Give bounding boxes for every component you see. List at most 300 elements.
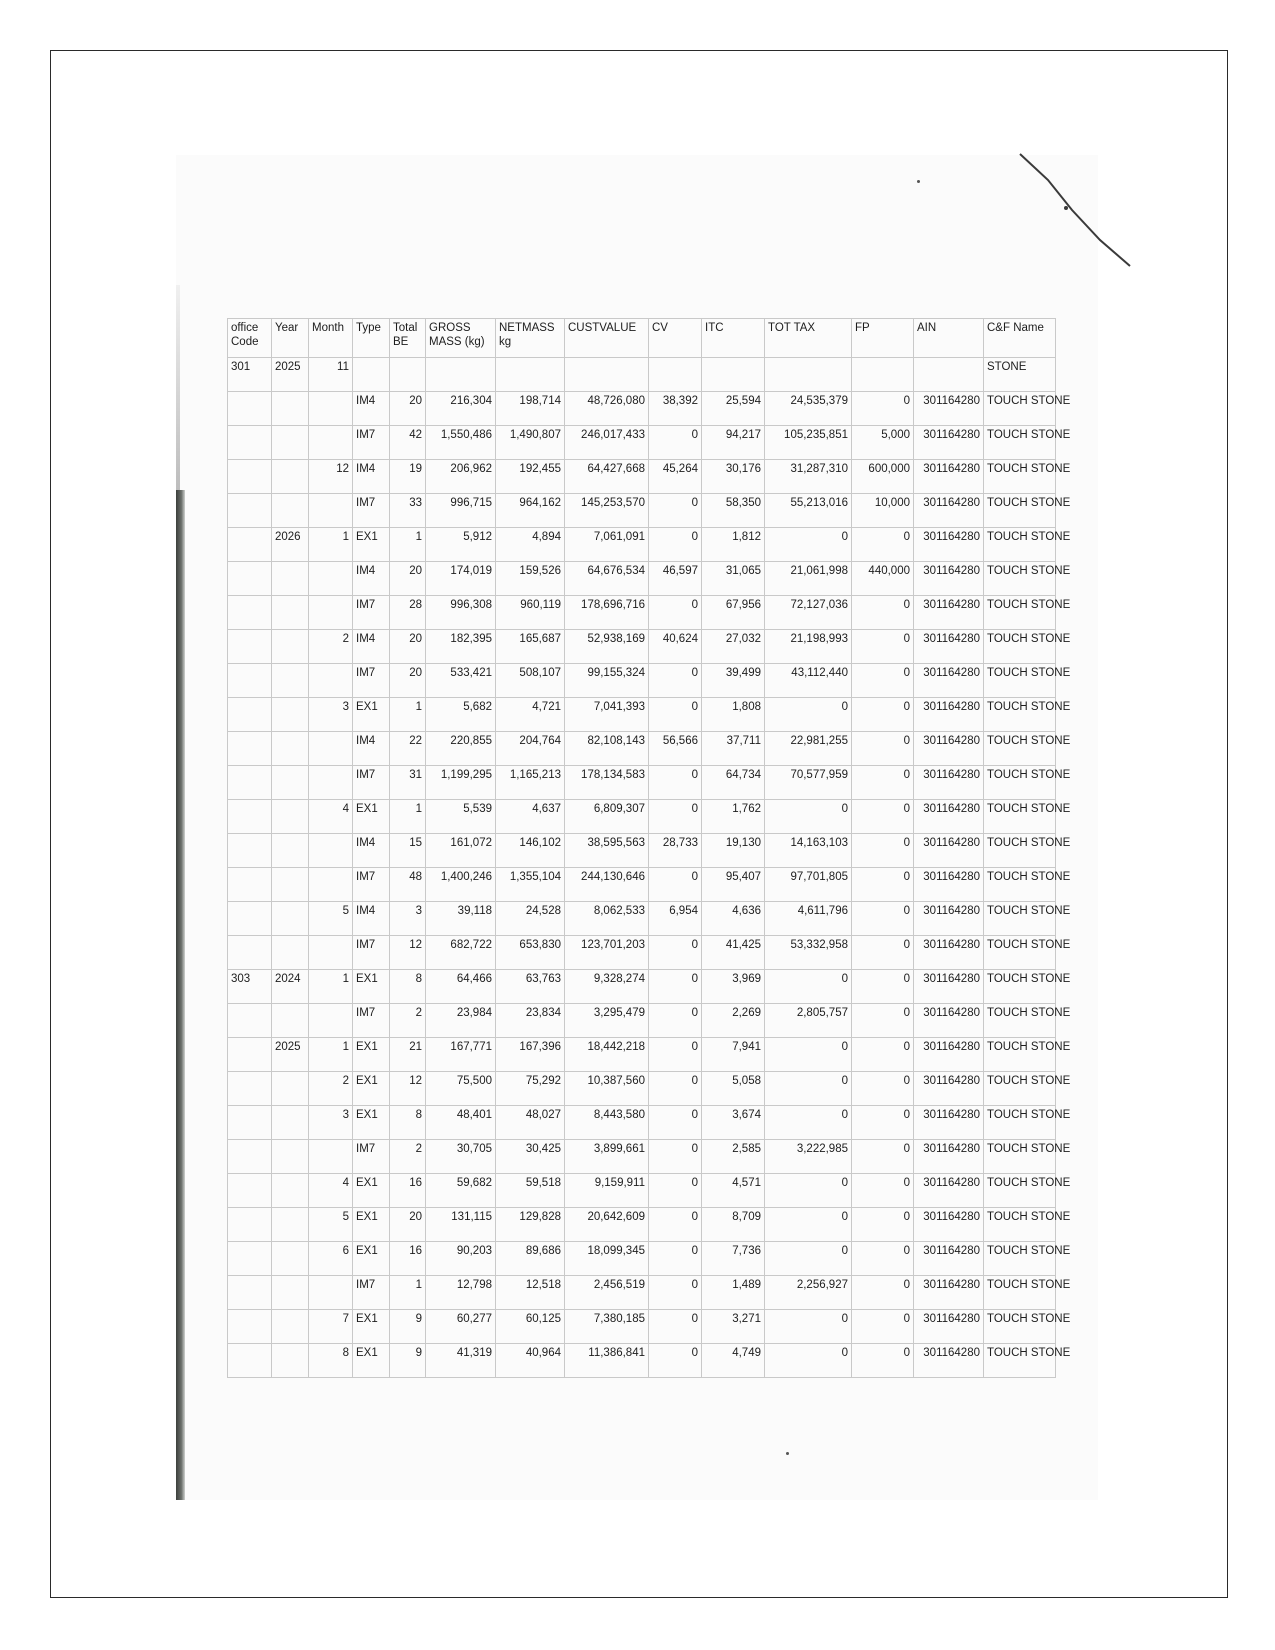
gross-mass-cell: 131,115 [426, 1208, 496, 1242]
office-code-cell [228, 1208, 272, 1242]
type-cell: EX1 [353, 970, 390, 1004]
itc-cell: 25,594 [702, 392, 765, 426]
total-be-cell: 22 [390, 732, 426, 766]
office-code-cell [228, 562, 272, 596]
month-cell [309, 834, 353, 868]
ain-cell: 301164280 [914, 936, 984, 970]
office-code-cell [228, 766, 272, 800]
month-cell: 4 [309, 1174, 353, 1208]
cv-cell: 0 [649, 1276, 702, 1310]
fp-cell: 0 [852, 1310, 914, 1344]
cv-cell: 0 [649, 664, 702, 698]
gross-mass-cell: 1,550,486 [426, 426, 496, 460]
custvalue-cell: 82,108,143 [565, 732, 649, 766]
type-cell: IM7 [353, 1276, 390, 1310]
cf-name-cell: TOUCH STONE [984, 800, 1056, 834]
total-be-cell: 20 [390, 562, 426, 596]
fp-cell: 0 [852, 392, 914, 426]
table-row [228, 392, 1056, 426]
fp-cell: 0 [852, 1242, 914, 1276]
itc-cell: 41,425 [702, 936, 765, 970]
gross-mass-cell: 996,715 [426, 494, 496, 528]
cf-name-cell: TOUCH STONE [984, 1174, 1056, 1208]
office-code-cell [228, 392, 272, 426]
month-cell: 2 [309, 630, 353, 664]
gross-mass-cell: 216,304 [426, 392, 496, 426]
tot-tax-cell: 0 [765, 970, 852, 1004]
cf-name-cell: TOUCH STONE [984, 1106, 1056, 1140]
gross-mass-cell: 30,705 [426, 1140, 496, 1174]
type-cell: IM7 [353, 936, 390, 970]
ain-cell: 301164280 [914, 1106, 984, 1140]
year-cell: 2026 [272, 528, 309, 562]
col-header: ITC [702, 319, 765, 358]
cv-cell: 28,733 [649, 834, 702, 868]
cv-cell: 0 [649, 426, 702, 460]
cf-name-cell: TOUCH STONE [984, 936, 1056, 970]
fp-cell: 0 [852, 732, 914, 766]
cf-name-cell: TOUCH STONE [984, 1344, 1056, 1378]
total-be-cell: 20 [390, 392, 426, 426]
scan-shadow-edge [176, 490, 185, 1500]
netmass-cell: 204,764 [496, 732, 565, 766]
ain-cell: 301164280 [914, 1004, 984, 1038]
custvalue-cell: 18,442,218 [565, 1038, 649, 1072]
custvalue-cell: 178,134,583 [565, 766, 649, 800]
fp-cell: 0 [852, 1106, 914, 1140]
tot-tax-cell: 0 [765, 1106, 852, 1140]
fp-cell: 0 [852, 698, 914, 732]
table-row [228, 426, 1056, 460]
custvalue-cell: 20,642,609 [565, 1208, 649, 1242]
year-cell [272, 562, 309, 596]
fp-cell: 0 [852, 630, 914, 664]
cv-cell: 0 [649, 1072, 702, 1106]
fp-cell: 0 [852, 664, 914, 698]
gross-mass-cell: 48,401 [426, 1106, 496, 1140]
cv-cell: 0 [649, 528, 702, 562]
scan-speck [786, 1452, 789, 1455]
fp-cell: 0 [852, 800, 914, 834]
cf-name-cell: TOUCH STONE [984, 698, 1056, 732]
month-cell: 8 [309, 1344, 353, 1378]
netmass-cell: 24,528 [496, 902, 565, 936]
cf-name-cell: TOUCH STONE [984, 1242, 1056, 1276]
netmass-cell: 192,455 [496, 460, 565, 494]
cf-name-cell: TOUCH STONE [984, 902, 1056, 936]
cf-name-cell: TOUCH STONE [984, 664, 1056, 698]
cv-cell: 0 [649, 868, 702, 902]
tot-tax-cell: 0 [765, 800, 852, 834]
tot-tax-cell: 105,235,851 [765, 426, 852, 460]
cv-cell: 0 [649, 766, 702, 800]
netmass-cell: 75,292 [496, 1072, 565, 1106]
ain-cell: 301164280 [914, 1242, 984, 1276]
cf-name-cell: TOUCH STONE [984, 1276, 1056, 1310]
gross-mass-cell: 1,400,246 [426, 868, 496, 902]
year-cell [272, 596, 309, 630]
month-cell: 11 [309, 358, 353, 392]
empty-cell [852, 358, 914, 392]
fp-cell: 600,000 [852, 460, 914, 494]
empty-cell [649, 358, 702, 392]
type-cell: IM4 [353, 630, 390, 664]
custvalue-cell: 64,427,668 [565, 460, 649, 494]
office-code-cell [228, 1106, 272, 1140]
month-cell [309, 1140, 353, 1174]
month-cell: 3 [309, 698, 353, 732]
tot-tax-cell: 2,805,757 [765, 1004, 852, 1038]
total-be-cell: 33 [390, 494, 426, 528]
total-be-cell: 42 [390, 426, 426, 460]
ain-cell: 301164280 [914, 1310, 984, 1344]
type-cell: IM7 [353, 868, 390, 902]
netmass-cell: 508,107 [496, 664, 565, 698]
type-cell: EX1 [353, 698, 390, 732]
fp-cell: 0 [852, 1072, 914, 1106]
ain-cell: 301164280 [914, 800, 984, 834]
itc-cell: 31,065 [702, 562, 765, 596]
year-cell [272, 630, 309, 664]
netmass-cell: 60,125 [496, 1310, 565, 1344]
col-header: office Code [228, 319, 272, 358]
total-be-cell: 9 [390, 1310, 426, 1344]
gross-mass-cell: 41,319 [426, 1344, 496, 1378]
month-cell: 4 [309, 800, 353, 834]
itc-cell: 7,941 [702, 1038, 765, 1072]
ain-cell: 301164280 [914, 902, 984, 936]
custvalue-cell: 8,062,533 [565, 902, 649, 936]
total-be-cell: 16 [390, 1174, 426, 1208]
custvalue-cell: 9,159,911 [565, 1174, 649, 1208]
year-cell [272, 460, 309, 494]
ain-cell: 301164280 [914, 528, 984, 562]
ain-cell: 301164280 [914, 494, 984, 528]
cv-cell: 6,954 [649, 902, 702, 936]
gross-mass-cell: 533,421 [426, 664, 496, 698]
col-header: TOT TAX [765, 319, 852, 358]
gross-mass-cell: 75,500 [426, 1072, 496, 1106]
year-cell [272, 936, 309, 970]
cv-cell: 0 [649, 1174, 702, 1208]
netmass-cell: 23,834 [496, 1004, 565, 1038]
custvalue-cell: 2,456,519 [565, 1276, 649, 1310]
scan-speck [917, 180, 920, 183]
ain-cell: 301164280 [914, 426, 984, 460]
ain-cell: 301164280 [914, 1038, 984, 1072]
month-cell [309, 732, 353, 766]
total-be-cell: 20 [390, 630, 426, 664]
ain-cell: 301164280 [914, 698, 984, 732]
office-code-cell [228, 732, 272, 766]
total-be-cell: 16 [390, 1242, 426, 1276]
total-be-cell: 1 [390, 800, 426, 834]
ain-cell: 301164280 [914, 630, 984, 664]
fp-cell: 0 [852, 834, 914, 868]
month-cell [309, 1276, 353, 1310]
cv-cell: 0 [649, 1242, 702, 1276]
fp-cell: 0 [852, 1140, 914, 1174]
year-cell [272, 834, 309, 868]
custvalue-cell: 8,443,580 [565, 1106, 649, 1140]
itc-cell: 19,130 [702, 834, 765, 868]
itc-cell: 30,176 [702, 460, 765, 494]
table-row [228, 1310, 1056, 1344]
tot-tax-cell: 43,112,440 [765, 664, 852, 698]
table-row [228, 1242, 1056, 1276]
year-cell [272, 1174, 309, 1208]
custvalue-cell: 6,809,307 [565, 800, 649, 834]
office-code-cell [228, 528, 272, 562]
total-be-cell: 1 [390, 698, 426, 732]
cf-name-cell: STONE [984, 358, 1056, 392]
table-row [228, 970, 1056, 1004]
total-be-cell: 48 [390, 868, 426, 902]
custvalue-cell: 3,899,661 [565, 1140, 649, 1174]
table-row [228, 698, 1056, 732]
gross-mass-cell: 5,912 [426, 528, 496, 562]
type-cell: IM4 [353, 834, 390, 868]
table-row [228, 1208, 1056, 1242]
col-header: NETMASS kg [496, 319, 565, 358]
cf-name-cell: TOUCH STONE [984, 1310, 1056, 1344]
fp-cell: 0 [852, 1038, 914, 1072]
gross-mass-cell: 12,798 [426, 1276, 496, 1310]
type-cell: IM4 [353, 562, 390, 596]
type-cell: EX1 [353, 1038, 390, 1072]
table-row [228, 494, 1056, 528]
total-be-cell: 28 [390, 596, 426, 630]
empty-cell [353, 358, 390, 392]
ain-cell: 301164280 [914, 1072, 984, 1106]
itc-cell: 1,762 [702, 800, 765, 834]
month-cell: 2 [309, 1072, 353, 1106]
gross-mass-cell: 5,539 [426, 800, 496, 834]
fp-cell: 0 [852, 1174, 914, 1208]
type-cell: IM7 [353, 766, 390, 800]
table-row [228, 1106, 1056, 1140]
tot-tax-cell: 55,213,016 [765, 494, 852, 528]
ain-cell: 301164280 [914, 460, 984, 494]
year-cell [272, 1208, 309, 1242]
netmass-cell: 167,396 [496, 1038, 565, 1072]
year-cell [272, 1072, 309, 1106]
custvalue-cell: 246,017,433 [565, 426, 649, 460]
type-cell: EX1 [353, 1072, 390, 1106]
office-code-cell [228, 1242, 272, 1276]
tot-tax-cell: 4,611,796 [765, 902, 852, 936]
office-code-cell [228, 630, 272, 664]
netmass-cell: 1,355,104 [496, 868, 565, 902]
year-cell [272, 1310, 309, 1344]
year-cell [272, 1004, 309, 1038]
month-cell: 5 [309, 1208, 353, 1242]
itc-cell: 1,812 [702, 528, 765, 562]
type-cell: IM7 [353, 1140, 390, 1174]
year-cell [272, 1276, 309, 1310]
netmass-cell: 63,763 [496, 970, 565, 1004]
tot-tax-cell: 0 [765, 1208, 852, 1242]
month-cell: 12 [309, 460, 353, 494]
table-row [228, 528, 1056, 562]
table-row [228, 1344, 1056, 1378]
custvalue-cell: 3,295,479 [565, 1004, 649, 1038]
year-cell: 2024 [272, 970, 309, 1004]
cv-cell: 0 [649, 1004, 702, 1038]
tot-tax-cell: 97,701,805 [765, 868, 852, 902]
ain-cell: 301164280 [914, 1208, 984, 1242]
itc-cell: 4,571 [702, 1174, 765, 1208]
itc-cell: 3,969 [702, 970, 765, 1004]
type-cell: IM7 [353, 596, 390, 630]
total-be-cell: 20 [390, 664, 426, 698]
office-code-cell [228, 596, 272, 630]
fp-cell: 0 [852, 936, 914, 970]
gross-mass-cell: 682,722 [426, 936, 496, 970]
year-cell [272, 902, 309, 936]
year-cell [272, 868, 309, 902]
month-cell: 1 [309, 1038, 353, 1072]
gross-mass-cell: 60,277 [426, 1310, 496, 1344]
office-code-cell [228, 834, 272, 868]
total-be-cell: 21 [390, 1038, 426, 1072]
year-cell [272, 1140, 309, 1174]
empty-cell [702, 358, 765, 392]
cf-name-cell: TOUCH STONE [984, 494, 1056, 528]
gross-mass-cell: 64,466 [426, 970, 496, 1004]
year-cell: 2025 [272, 1038, 309, 1072]
table-row [228, 732, 1056, 766]
empty-cell [914, 358, 984, 392]
total-be-cell: 19 [390, 460, 426, 494]
total-be-cell: 12 [390, 936, 426, 970]
year-cell [272, 392, 309, 426]
tot-tax-cell: 0 [765, 1242, 852, 1276]
fp-cell: 0 [852, 596, 914, 630]
cv-cell: 0 [649, 1106, 702, 1140]
month-cell [309, 936, 353, 970]
type-cell: EX1 [353, 800, 390, 834]
cv-cell: 0 [649, 800, 702, 834]
year-cell [272, 1344, 309, 1378]
table-row [228, 358, 1056, 392]
fp-cell: 0 [852, 902, 914, 936]
cf-name-cell: TOUCH STONE [984, 460, 1056, 494]
office-code-cell [228, 1072, 272, 1106]
cv-cell: 0 [649, 494, 702, 528]
empty-cell [390, 358, 426, 392]
table-row [228, 460, 1056, 494]
cv-cell: 0 [649, 1038, 702, 1072]
col-header: Total BE [390, 319, 426, 358]
ain-cell: 301164280 [914, 970, 984, 1004]
type-cell: IM4 [353, 902, 390, 936]
type-cell: IM7 [353, 494, 390, 528]
type-cell: IM7 [353, 1004, 390, 1038]
table-row [228, 1004, 1056, 1038]
custvalue-cell: 52,938,169 [565, 630, 649, 664]
netmass-cell: 59,518 [496, 1174, 565, 1208]
netmass-cell: 964,162 [496, 494, 565, 528]
customs-data-table [227, 318, 1071, 1378]
empty-cell [496, 358, 565, 392]
cf-name-cell: TOUCH STONE [984, 766, 1056, 800]
cv-cell: 56,566 [649, 732, 702, 766]
ain-cell: 301164280 [914, 766, 984, 800]
cf-name-cell: TOUCH STONE [984, 1140, 1056, 1174]
total-be-cell: 9 [390, 1344, 426, 1378]
custvalue-cell: 123,701,203 [565, 936, 649, 970]
cv-cell: 38,392 [649, 392, 702, 426]
table-row [228, 562, 1056, 596]
itc-cell: 64,734 [702, 766, 765, 800]
fp-cell: 0 [852, 1276, 914, 1310]
itc-cell: 1,808 [702, 698, 765, 732]
itc-cell: 8,709 [702, 1208, 765, 1242]
month-cell: 1 [309, 970, 353, 1004]
gross-mass-cell: 90,203 [426, 1242, 496, 1276]
type-cell: EX1 [353, 1344, 390, 1378]
netmass-cell: 165,687 [496, 630, 565, 664]
tot-tax-cell: 31,287,310 [765, 460, 852, 494]
gross-mass-cell: 167,771 [426, 1038, 496, 1072]
month-cell [309, 1004, 353, 1038]
year-cell [272, 800, 309, 834]
fp-cell: 0 [852, 528, 914, 562]
itc-cell: 4,636 [702, 902, 765, 936]
custvalue-cell: 145,253,570 [565, 494, 649, 528]
month-cell: 3 [309, 1106, 353, 1140]
netmass-cell: 159,526 [496, 562, 565, 596]
table-row [228, 1140, 1056, 1174]
gross-mass-cell: 174,019 [426, 562, 496, 596]
year-cell [272, 664, 309, 698]
total-be-cell: 1 [390, 1276, 426, 1310]
office-code-cell [228, 1344, 272, 1378]
itc-cell: 37,711 [702, 732, 765, 766]
ain-cell: 301164280 [914, 1140, 984, 1174]
cv-cell: 40,624 [649, 630, 702, 664]
gross-mass-cell: 206,962 [426, 460, 496, 494]
netmass-cell: 1,490,807 [496, 426, 565, 460]
cf-name-cell: TOUCH STONE [984, 1208, 1056, 1242]
cf-name-cell: TOUCH STONE [984, 834, 1056, 868]
year-cell [272, 698, 309, 732]
itc-cell: 39,499 [702, 664, 765, 698]
col-header: CUSTVALUE [565, 319, 649, 358]
netmass-cell: 4,894 [496, 528, 565, 562]
table-row [228, 868, 1056, 902]
col-header: Type [353, 319, 390, 358]
cf-name-cell: TOUCH STONE [984, 426, 1056, 460]
header-row [228, 319, 1056, 358]
table-row [228, 1174, 1056, 1208]
cv-cell: 46,597 [649, 562, 702, 596]
total-be-cell: 2 [390, 1140, 426, 1174]
col-header: FP [852, 319, 914, 358]
cv-cell: 0 [649, 1140, 702, 1174]
tot-tax-cell: 0 [765, 1038, 852, 1072]
type-cell: EX1 [353, 1242, 390, 1276]
fp-cell: 0 [852, 766, 914, 800]
custvalue-cell: 48,726,080 [565, 392, 649, 426]
table-row [228, 630, 1056, 664]
tot-tax-cell: 70,577,959 [765, 766, 852, 800]
office-code-cell [228, 800, 272, 834]
office-code-cell [228, 1310, 272, 1344]
office-code-cell [228, 426, 272, 460]
total-be-cell: 1 [390, 528, 426, 562]
